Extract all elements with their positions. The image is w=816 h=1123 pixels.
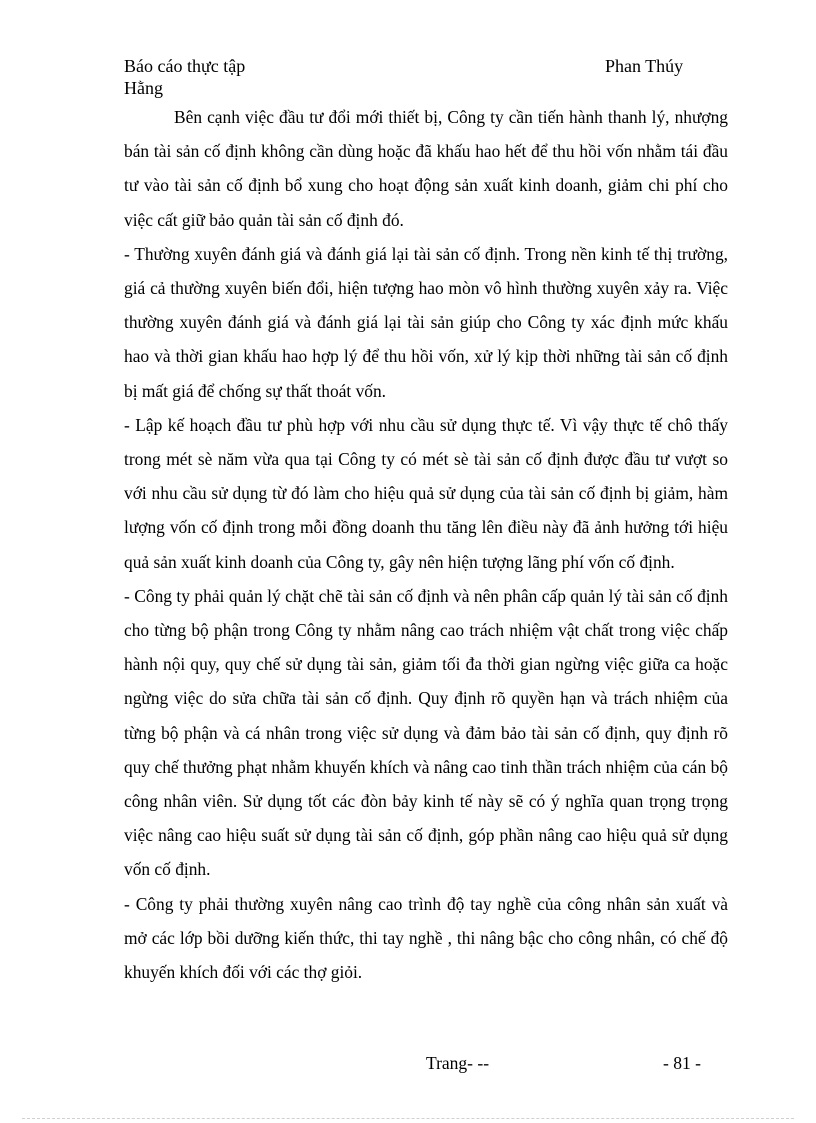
document-body xyxy=(124,100,728,989)
header-left-title: Báo cáo thực tập xyxy=(124,56,246,76)
footer-page-number: - 81 - xyxy=(663,1053,701,1073)
page-bottom-divider xyxy=(22,1118,794,1119)
paragraph-worker-training: - Công ty phải thường xuyên nâng cao trình độ tay nghề của công nhân sản xuất và mở các lớp bồi dưỡng kiến thức, thi tay nghề , thi nâng bậc cho công nhân, có chế độ khuyến khích đối với các thợ giỏi. xyxy=(124,893,728,983)
paragraph-investment-planning: - Lập kế hoạch đầu tư phù hợp với nhu cầu sử dụng thực tế. Vì vậy thực tế chô thấy trong mét sè năm vừa qua tại Công ty có mét sè tài sản cố định được đầu tư vượt so với nhu cầu sử dụng từ đó làm cho hiệu quả sử dụng của tài sản cố định bị giảm, hàm lượng vốn cố định trong mỗi đồng doanh thu tăng lên điều này đã ảnh hưởng tới hiệu quả sản xuất kinh doanh của Công ty, gây nên hiện tượng lãng phí vốn cố định. xyxy=(124,414,728,572)
footer-page-label: Trang- -- xyxy=(426,1053,490,1073)
header-author-name: Phan Thúy xyxy=(605,56,684,76)
paragraph-asset-management: - Công ty phải quản lý chặt chẽ tài sản cố định và nên phân cấp quản lý tài sản cố định cho từng bộ phận trong Công ty nhằm nâng cao trách nhiệm vật chất trong việc chấp hành nội quy, quy chế sử dụng tài sản, giảm tối đa thời gian ngừng việc giữa ca hoặc ngừng việc do sửa chữa tài sản cố định. Quy định rõ quyền hạn và trách nhiệm của từng bộ phận và cá nhân trong việc sử dụng và đảm bảo tài sản cố định, quy định rõ quy chế thưởng phạt nhằm khuyến khích và nâng cao tinh thần trách nhiệm của cán bộ công nhân viên. Sử dụng tốt các đòn bảy kinh tế này sẽ có ý nghĩa quan trọng trọng việc nâng cao hiệu suất sử dụng tài sản cố định, góp phần nâng cao hiệu quả sử dụng vốn cố định. xyxy=(124,585,728,880)
paragraph-asset-liquidation: Bên cạnh việc đầu tư đổi mới thiết bị, Công ty cần tiến hành thanh lý, nhượng bán tài sản cố định không cần dùng hoặc đã khấu hao hết để thu hồi vốn nhằm tái đầu tư vào tài sản cố định bổ xung cho hoạt động sản xuất kinh doanh, giảm chi phí cho việc cất giữ bảo quản tài sản cố định đó. xyxy=(124,107,728,230)
paragraph-asset-revaluation: - Thường xuyên đánh giá và đánh giá lại tài sản cố định. Trong nền kinh tế thị trường, giá cả thường xuyên biến đổi, hiện tượng hao mòn vô hình thường xuyên xảy ra. Việc thường xuyên đánh giá và đánh giá lại tài sản giúp cho Công ty xác định mức khấu hao và thời gian khấu hao hợp lý để thu hồi vốn, xử lý kịp thời những tài sản cố định bị mất giá để chống sự thất thoát vốn. xyxy=(124,243,728,401)
header-author-name-wrap: Hằng xyxy=(124,78,163,98)
